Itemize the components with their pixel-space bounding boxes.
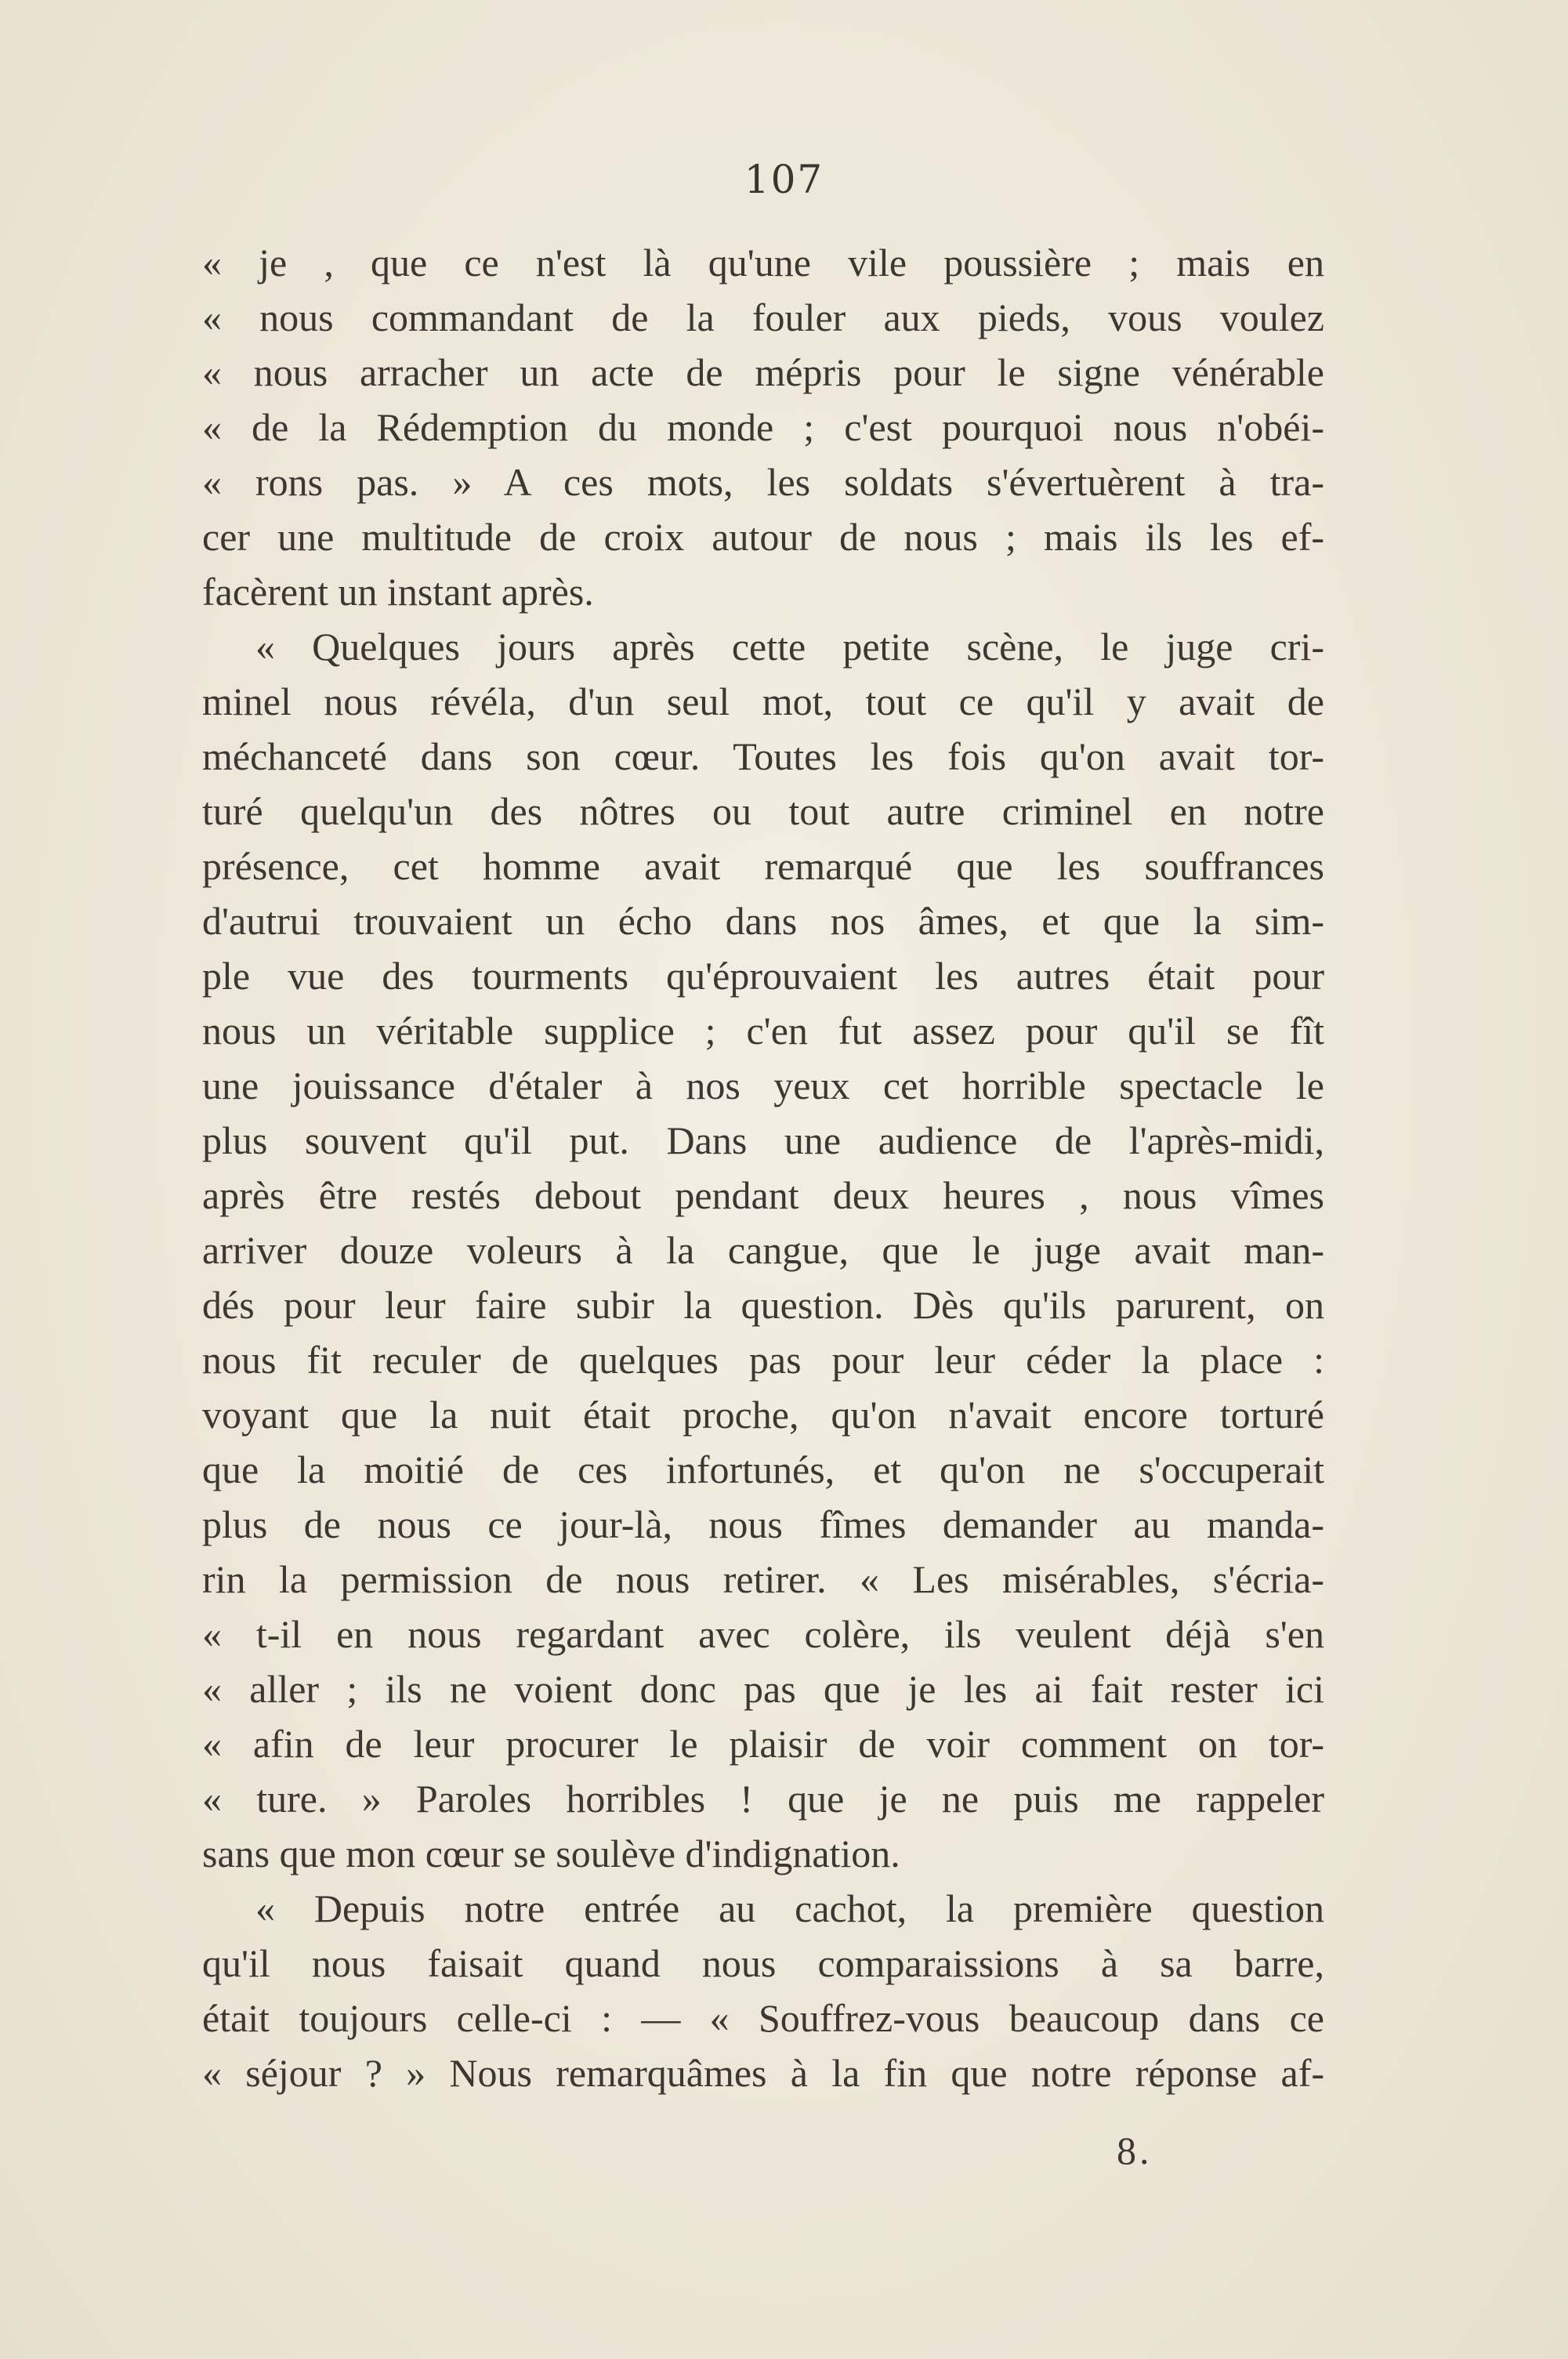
text-line: cer une multitude de croix autour de nous ; mais ils les ef- <box>202 515 1324 559</box>
text-line: « je , que ce n'est là qu'une vile poussière ; mais en <box>202 241 1324 284</box>
text-line: « Quelques jours après cette petite scène, le juge cri- <box>255 625 1324 669</box>
text-line: après être restés debout pendant deux heures , nous vîmes <box>202 1173 1324 1217</box>
text-line: arriver douze voleurs à la cangue, que le juge avait man- <box>202 1228 1324 1272</box>
text-line: sans que mon cœur se soulève d'indignation. <box>202 1832 900 1875</box>
text-line: « t-il en nous regardant avec colère, ils veulent déjà s'en <box>202 1612 1324 1656</box>
text-line: minel nous révéla, d'un seul mot, tout ce qu'il y avait de <box>202 679 1324 723</box>
signature-mark: 8. <box>1117 2129 1153 2172</box>
text-line: « Depuis notre entrée au cachot, la première question <box>255 1886 1324 1930</box>
text-line: turé quelqu'un des nôtres ou tout autre criminel en notre <box>202 789 1324 833</box>
text-line: d'autrui trouvaient un écho dans nos âmes, et que la sim- <box>202 899 1324 943</box>
text-line: nous un véritable supplice ; c'en fut assez pour qu'il se fît <box>202 1009 1324 1053</box>
text-line: plus de nous ce jour-là, nous fîmes demander au manda- <box>202 1502 1324 1546</box>
text-line: ple vue des tourments qu'éprouvaient les autres était pour <box>202 954 1324 998</box>
text-line: « rons pas. » A ces mots, les soldats s'évertuèrent à tra- <box>202 460 1324 504</box>
text-line: « de la Rédemption du monde ; c'est pourquoi nous n'obéi- <box>202 405 1324 449</box>
text-line: « afin de leur procurer le plaisir de voir comment on tor- <box>202 1722 1324 1766</box>
text-line: qu'il nous faisait quand nous comparaissions à sa barre, <box>202 1941 1324 1985</box>
text-line: était toujours celle-ci : — « Souffrez-vous beaucoup dans ce <box>202 1996 1324 2040</box>
text-line: « nous arracher un acte de mépris pour le signe vénérable <box>202 350 1324 394</box>
text-line: plus souvent qu'il put. Dans une audience de l'après-midi, <box>202 1118 1324 1162</box>
text-line: voyant que la nuit était proche, qu'on n'avait encore torturé <box>202 1393 1324 1437</box>
page-number: 107 <box>744 157 824 202</box>
body-text <box>202 235 1324 2100</box>
text-line: que la moitié de ces infortunés, et qu'on ne s'occuperait <box>202 1448 1324 1491</box>
text-line: « aller ; ils ne voient donc pas que je les ai fait rester ici <box>202 1667 1324 1711</box>
text-line: rin la permission de nous retirer. « Les misérables, s'écria- <box>202 1557 1324 1601</box>
text-line: « nous commandant de la fouler aux pieds, vous voulez <box>202 295 1324 339</box>
text-line: méchanceté dans son cœur. Toutes les fois qu'on avait tor- <box>202 734 1324 778</box>
text-line: « ture. » Paroles horribles ! que je ne puis me rappeler <box>202 1777 1324 1821</box>
text-line: dés pour leur faire subir la question. Dès qu'ils parurent, on <box>202 1283 1324 1327</box>
text-line: une jouissance d'étaler à nos yeux cet horrible spectacle le <box>202 1064 1324 1107</box>
text-line: « séjour ? » Nous remarquâmes à la fin que notre réponse af- <box>202 2051 1324 2095</box>
text-line: nous fit reculer de quelques pas pour leur céder la place : <box>202 1338 1324 1382</box>
text-line: facèrent un instant après. <box>202 570 594 614</box>
text-line: présence, cet homme avait remarqué que les souffrances <box>202 844 1324 888</box>
